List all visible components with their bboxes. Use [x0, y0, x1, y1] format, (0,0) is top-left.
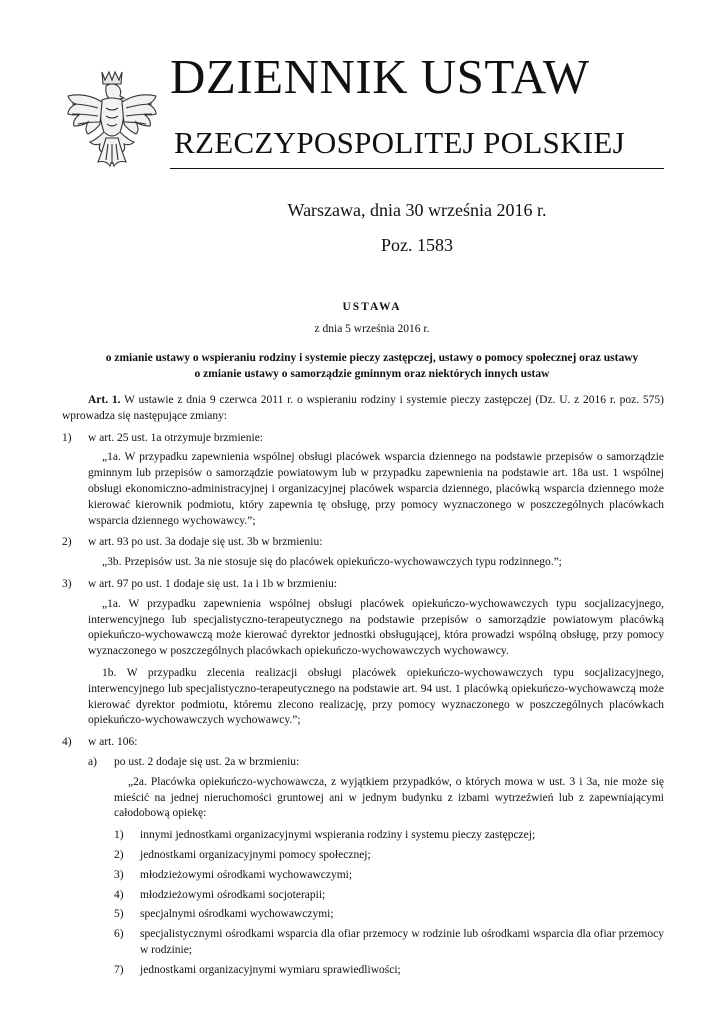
- point-intro: w art. 93 po ust. 3a dodaje się ust. 3b w brzmieniu:: [88, 536, 323, 549]
- list-item-number: 1): [114, 829, 124, 842]
- list-item: [114, 828, 664, 844]
- letter-label: a): [88, 755, 97, 768]
- document-body: [62, 393, 664, 983]
- quoted-provision: „2a. Placówka opiekuńczo-wychowawcza, z wyjątkiem przypadków, o których mowa w ust. 3 i 3a, nie może się mieścić na jednej nieruchomości gruntowej ani w jednym budynku z izbami wytrzeźwień lub z zapewniającymi całodobową opiekę:: [114, 775, 664, 820]
- list-item: [114, 963, 664, 979]
- article-text: W ustawie z dnia 9 czerwca 2011 r. o wspieraniu rodziny i systemie pieczy zastępczej (Dz. U. z 2016 r. poz. 575) wprowadza się następujące zmiany:: [62, 394, 664, 422]
- list-item: [114, 927, 664, 959]
- issue-date: Warszawa, dnia 30 września 2016 r.: [287, 200, 547, 220]
- point-intro: w art. 25 ust. 1a otrzymuje brzmienie:: [88, 431, 264, 444]
- list-item-text: specjalistycznymi ośrodkami wsparcia dla ofiar przemocy w rodzinie lub ośrodkami wsparcia dla ofiar przemocy w rodzinie;: [140, 928, 664, 956]
- list-item-text: jednostkami organizacyjnymi pomocy społecznej;: [140, 848, 371, 861]
- amendment-letter: [88, 755, 664, 771]
- list-item-number: 5): [114, 908, 124, 921]
- masthead-divider: [170, 168, 664, 169]
- quoted-provision: „1a. W przypadku zapewnienia wspólnej obsługi placówek opiekuńczo-wychowawczych typu socjalizacyjnego, interwencyjnego lub specjalistyczno-terapeutycznego na podstawie przepisów o samorządzie powiatowym placówką opiekuńczo-wychowawczą może kierować dyrektor jednostki obsługującej, która prowadzi wspólną obsługę, przy pomocy wyznaczonego w poszczególnych placówkach opiekuńczo-wychowawczych wychowawcy.: [88, 597, 664, 658]
- article-1: [62, 393, 664, 425]
- act-date: z dnia 5 września 2016 r.: [314, 323, 430, 335]
- list-item-number: 4): [114, 888, 124, 901]
- polish-eagle-emblem-icon: [62, 66, 162, 172]
- amendment-point: [62, 577, 664, 593]
- masthead-title: DZIENNIK USTAW: [170, 49, 590, 104]
- act-title-line: o zmianie ustawy o wspieraniu rodziny i systemie pieczy zastępczej, ustawy o pomocy społecznej oraz ustawy: [105, 352, 639, 364]
- act-type: USTAWA: [342, 301, 402, 313]
- list-item-number: 7): [114, 963, 124, 976]
- point-number: 1): [62, 431, 72, 444]
- quoted-provision: „1a. W przypadku zapewnienia wspólnej obsługi placówek wsparcia dziennego na podstawie przepisów o samorządzie gminnym lub przepisów o samorządzie powiatowym lub w przypadku zapewnienia na podstawie art. 18a ust. 1 wspólnej obsługi ekonomiczno-administracyjnej i organizacyjnej placówek wsparcia dziennego, placówką wsparcia dziennego może kierować kierownik podmiotu, który zapewnia tę obsługę, przy pomocy wyznaczonego w poszczególnych placówkach wsparcia dziennego wychowawcy.”;: [88, 451, 664, 527]
- amendment-point: [62, 431, 664, 447]
- point-number: 3): [62, 577, 72, 590]
- list-item-text: innymi jednostkami organizacyjnymi wspierania rodziny i systemu pieczy zastępczej;: [140, 829, 536, 842]
- list-item-text: młodzieżowymi ośrodkami socjoterapii;: [140, 888, 326, 901]
- act-title: [80, 350, 664, 382]
- list-item-text: jednostkami organizacyjnymi wymiaru sprawiedliwości;: [140, 963, 401, 976]
- list-item: [114, 868, 664, 884]
- act-title-line: o zmianie ustawy o samorządzie gminnym oraz niektórych innych ustaw: [194, 368, 550, 380]
- quoted-provision: „3b. Przepisów ust. 3a nie stosuje się do placówek opiekuńczo-wychowawczych typu rodzinnego.”;: [102, 556, 562, 569]
- list-item: [114, 888, 664, 904]
- amendment-point: [62, 735, 664, 751]
- masthead-subtitle: RZECZYPOSPOLITEJ POLSKIEJ: [174, 125, 626, 160]
- list-item-number: 2): [114, 848, 124, 861]
- list-item-number: 6): [114, 928, 124, 941]
- quoted-provision: 1b. W przypadku zlecenia realizacji obsługi placówek opiekuńczo-wychowawczych typu socjalizacyjnego, interwencyjnego lub specjalistyczno-terapeutycznego na podstawie art. 94 ust. 1 placówką opiekuńczo-wychowawczą może kierować dyrektor podmiotu, któremu zlecono realizację, przy pomocy wyznaczonego w poszczególnych placówkach opiekuńczo-wychowawczych wychowawcy.”;: [88, 666, 664, 727]
- list-item-text: specjalnymi ośrodkami wychowawczymi;: [140, 908, 334, 921]
- point-intro: w art. 97 po ust. 1 dodaje się ust. 1a i 1b w brzmieniu:: [88, 577, 338, 590]
- article-label: Art. 1.: [88, 394, 121, 406]
- list-item: [114, 848, 664, 864]
- point-number: 4): [62, 736, 72, 749]
- issue-position: Poz. 1583: [381, 235, 453, 255]
- amendment-point: [62, 535, 664, 551]
- letter-intro: po ust. 2 dodaje się ust. 2a w brzmieniu:: [114, 755, 300, 768]
- list-item-text: młodzieżowymi ośrodkami wychowawczymi;: [140, 868, 353, 881]
- point-number: 2): [62, 536, 72, 549]
- list-item-number: 3): [114, 868, 124, 881]
- list-item: [114, 907, 664, 923]
- point-intro: w art. 106:: [88, 736, 138, 749]
